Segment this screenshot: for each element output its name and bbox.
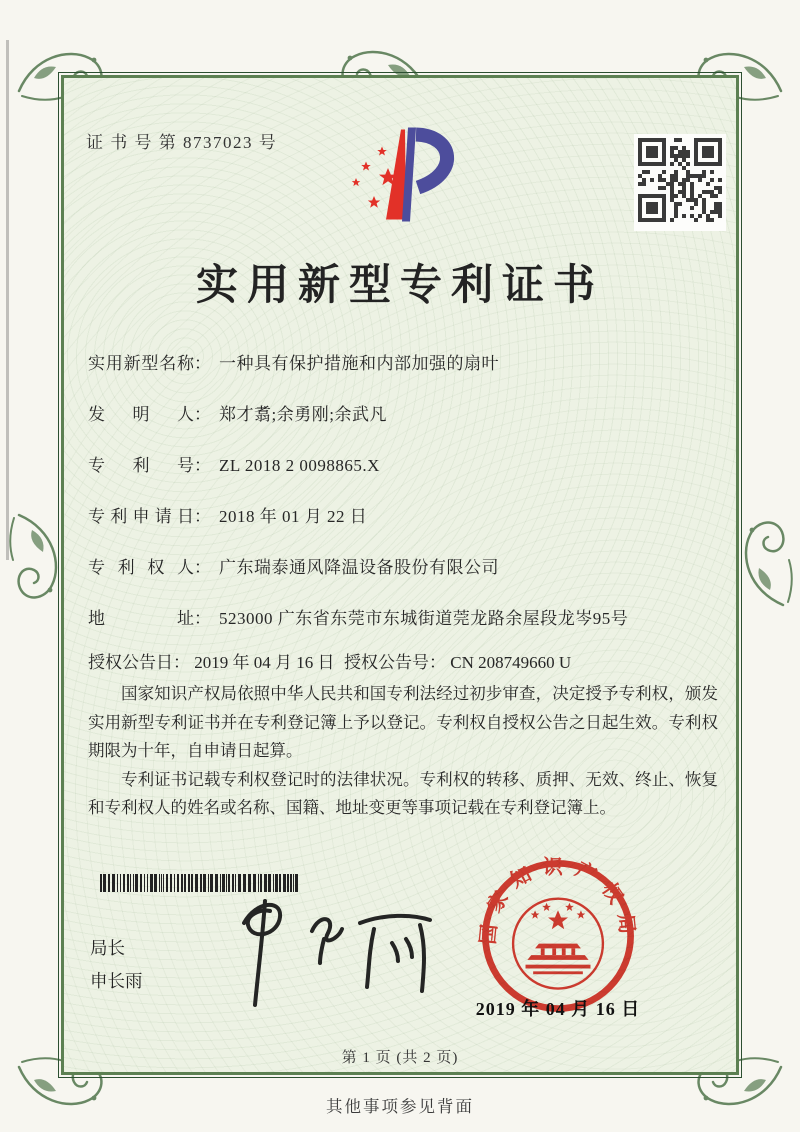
field-value: 523000 广东省东莞市东城街道莞龙路余屋段龙岑95号 bbox=[219, 609, 629, 628]
field-value: ZL 2018 2 0098865.X bbox=[219, 456, 380, 475]
field-label: 实用新型名称 bbox=[88, 354, 194, 373]
field-colon: ： bbox=[194, 354, 211, 373]
page-number: 第 1 页 (共 2 页) bbox=[341, 1050, 459, 1066]
grant-number-value: CN 208749660 U bbox=[450, 653, 572, 672]
grant-number-label: 授权公告号 bbox=[344, 653, 429, 672]
field-colon: ： bbox=[194, 558, 211, 577]
officer-title: 局长 bbox=[90, 938, 125, 958]
field-value: 郑才翥;余勇刚;余武凡 bbox=[219, 405, 387, 424]
grant-date-value: 2019 年 04 月 16 日 bbox=[194, 653, 335, 672]
seal-date: 2019 年 04 月 16 日 bbox=[475, 999, 641, 1019]
ornament-right-icon bbox=[738, 510, 798, 610]
field-colon: ： bbox=[173, 653, 190, 672]
field-colon: ： bbox=[194, 405, 211, 424]
field-value: 2018 年 01 月 22 日 bbox=[219, 507, 368, 526]
field-label: 专利申请日 bbox=[88, 507, 194, 526]
field-colon: ： bbox=[194, 456, 211, 475]
grant-date-pair bbox=[88, 648, 335, 673]
field-row-name bbox=[88, 352, 724, 376]
field-row-filing-date bbox=[88, 505, 724, 529]
field-list bbox=[88, 352, 724, 658]
field-row-address bbox=[88, 607, 724, 631]
field-label: 发明人 bbox=[88, 405, 194, 424]
field-colon: ： bbox=[429, 653, 446, 672]
field-value: 广东瑞泰通风降温设备股份有限公司 bbox=[219, 558, 499, 577]
officer-name: 申长雨 bbox=[90, 971, 143, 991]
svg-text:国家知识产权局 bbox=[476, 855, 639, 945]
field-label: 专利权人 bbox=[88, 558, 194, 577]
ornament-left-icon bbox=[4, 510, 64, 610]
field-row-patentee bbox=[88, 556, 724, 580]
field-value: 一种具有保护措施和内部加强的扇叶 bbox=[219, 354, 499, 373]
national-emblem-icon bbox=[513, 899, 603, 989]
back-note: 其他事项参见背面 bbox=[326, 1097, 474, 1116]
field-colon: ： bbox=[194, 609, 211, 628]
seal-text: 国家知识产权局 bbox=[477, 856, 639, 946]
legal-text bbox=[88, 680, 718, 823]
field-label: 地址 bbox=[88, 609, 194, 628]
grant-row bbox=[88, 648, 728, 673]
certificate-title: 实用新型专利证书 bbox=[195, 263, 604, 309]
field-row-patent-no bbox=[88, 454, 724, 478]
qr-code bbox=[634, 134, 726, 231]
field-colon: ： bbox=[194, 507, 211, 526]
barcode bbox=[100, 874, 305, 892]
grant-number-pair bbox=[344, 648, 571, 673]
certificate-number: 证 书 号 第 8737023 号 bbox=[86, 133, 278, 152]
field-label: 专利号 bbox=[88, 456, 194, 475]
legal-paragraph-1: 国家知识产权局依照中华人民共和国专利法经过初步审查，决定授予专利权，颁发实用新型专利证书并在专利登记簿上予以登记。专利权自授权公告之日起生效。专利权期限为十年，自申请日起算。 bbox=[88, 684, 718, 760]
grant-date-label: 授权公告日 bbox=[88, 653, 173, 672]
legal-paragraph-2: 专利证书记载专利权登记时的法律状况。专利权的转移、质押、无效、终止、恢复和专利权人的姓名或名称、国籍、地址变更等事项记载在专利登记簿上。 bbox=[88, 769, 718, 817]
officer-block bbox=[90, 932, 143, 998]
cnipa-logo-icon bbox=[338, 120, 478, 228]
field-row-inventor bbox=[88, 403, 724, 427]
signature-handwriting bbox=[208, 893, 443, 1008]
